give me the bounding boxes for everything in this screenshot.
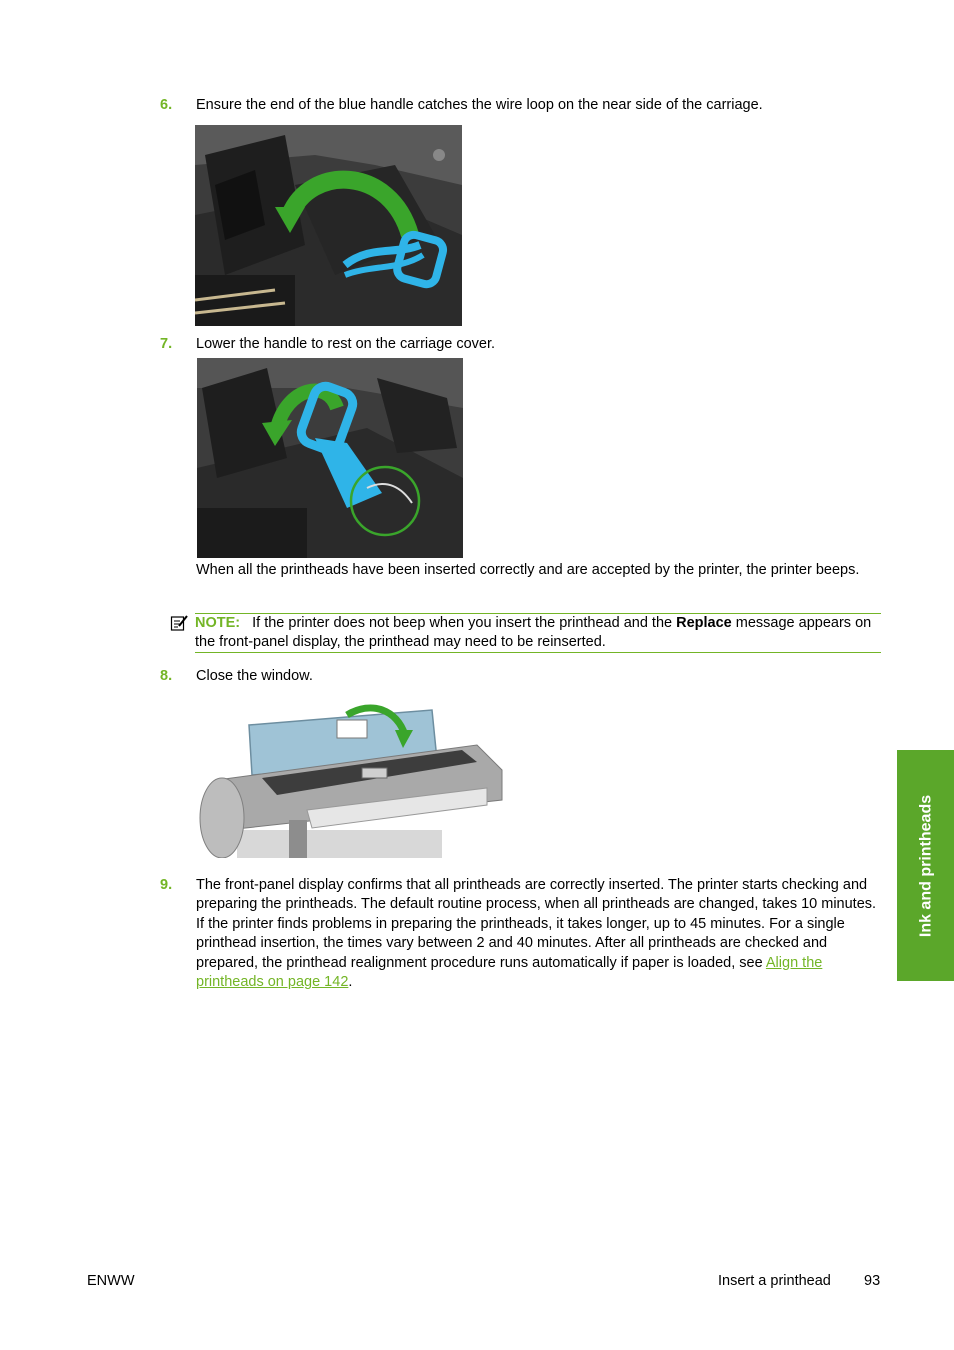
figure-handle-catch-wire <box>195 125 462 326</box>
align-printheads-link[interactable]: Align the printheads on page 142 <box>196 954 823 991</box>
footer-left: ENWW <box>87 1273 135 1289</box>
figure-lower-handle <box>197 358 463 558</box>
note-replace-bold: Replace <box>676 615 732 631</box>
note-box <box>195 613 881 653</box>
step-6-text: Ensure the end of the blue handle catches the wire loop on the near side of the carriage. <box>196 97 763 113</box>
note-text <box>195 614 881 653</box>
step-9-text <box>196 876 882 992</box>
chapter-side-tab-label: Ink and printheads <box>916 794 934 937</box>
step-9-body: The front-panel display confirms that all printheads are correctly inserted. The printer starts checking and preparing the printheads. The default routine process, when all printheads are changed, takes 10 minutes. If the printer finds problems in preparing the printheads, it takes longer, up to 45 minutes. For a single printhead insertion, the times vary between 2 and 40 minutes. After all printheads are checked and prepared, the printhead realignment procedure runs automatically if paper is loaded, see <box>196 877 877 971</box>
step-8-number: 8. <box>160 668 173 684</box>
figure-close-window <box>197 700 503 858</box>
step-7-text: Lower the handle to rest on the carriage cover. <box>196 336 496 352</box>
footer-title: Insert a printhead <box>718 1273 831 1289</box>
step-7-number: 7. <box>160 336 173 352</box>
note-text-after: message appears on the front-panel display, the printhead may need to be reinserted. <box>195 615 872 651</box>
step-9-tail: . <box>348 974 353 991</box>
note-text-before: If the printer does not beep when you insert the printhead and the <box>252 615 677 631</box>
beep-paragraph: When all the printheads have been inserted correctly and are accepted by the printer, the printer beeps. <box>196 562 860 578</box>
note-label: NOTE: <box>195 615 241 631</box>
note-icon <box>170 614 188 638</box>
step-6-number: 6. <box>160 97 173 113</box>
step-8-text: Close the window. <box>196 668 313 684</box>
footer-page-number: 93 <box>864 1273 881 1289</box>
step-9-number: 9. <box>160 877 173 893</box>
chapter-side-tab <box>897 750 954 981</box>
